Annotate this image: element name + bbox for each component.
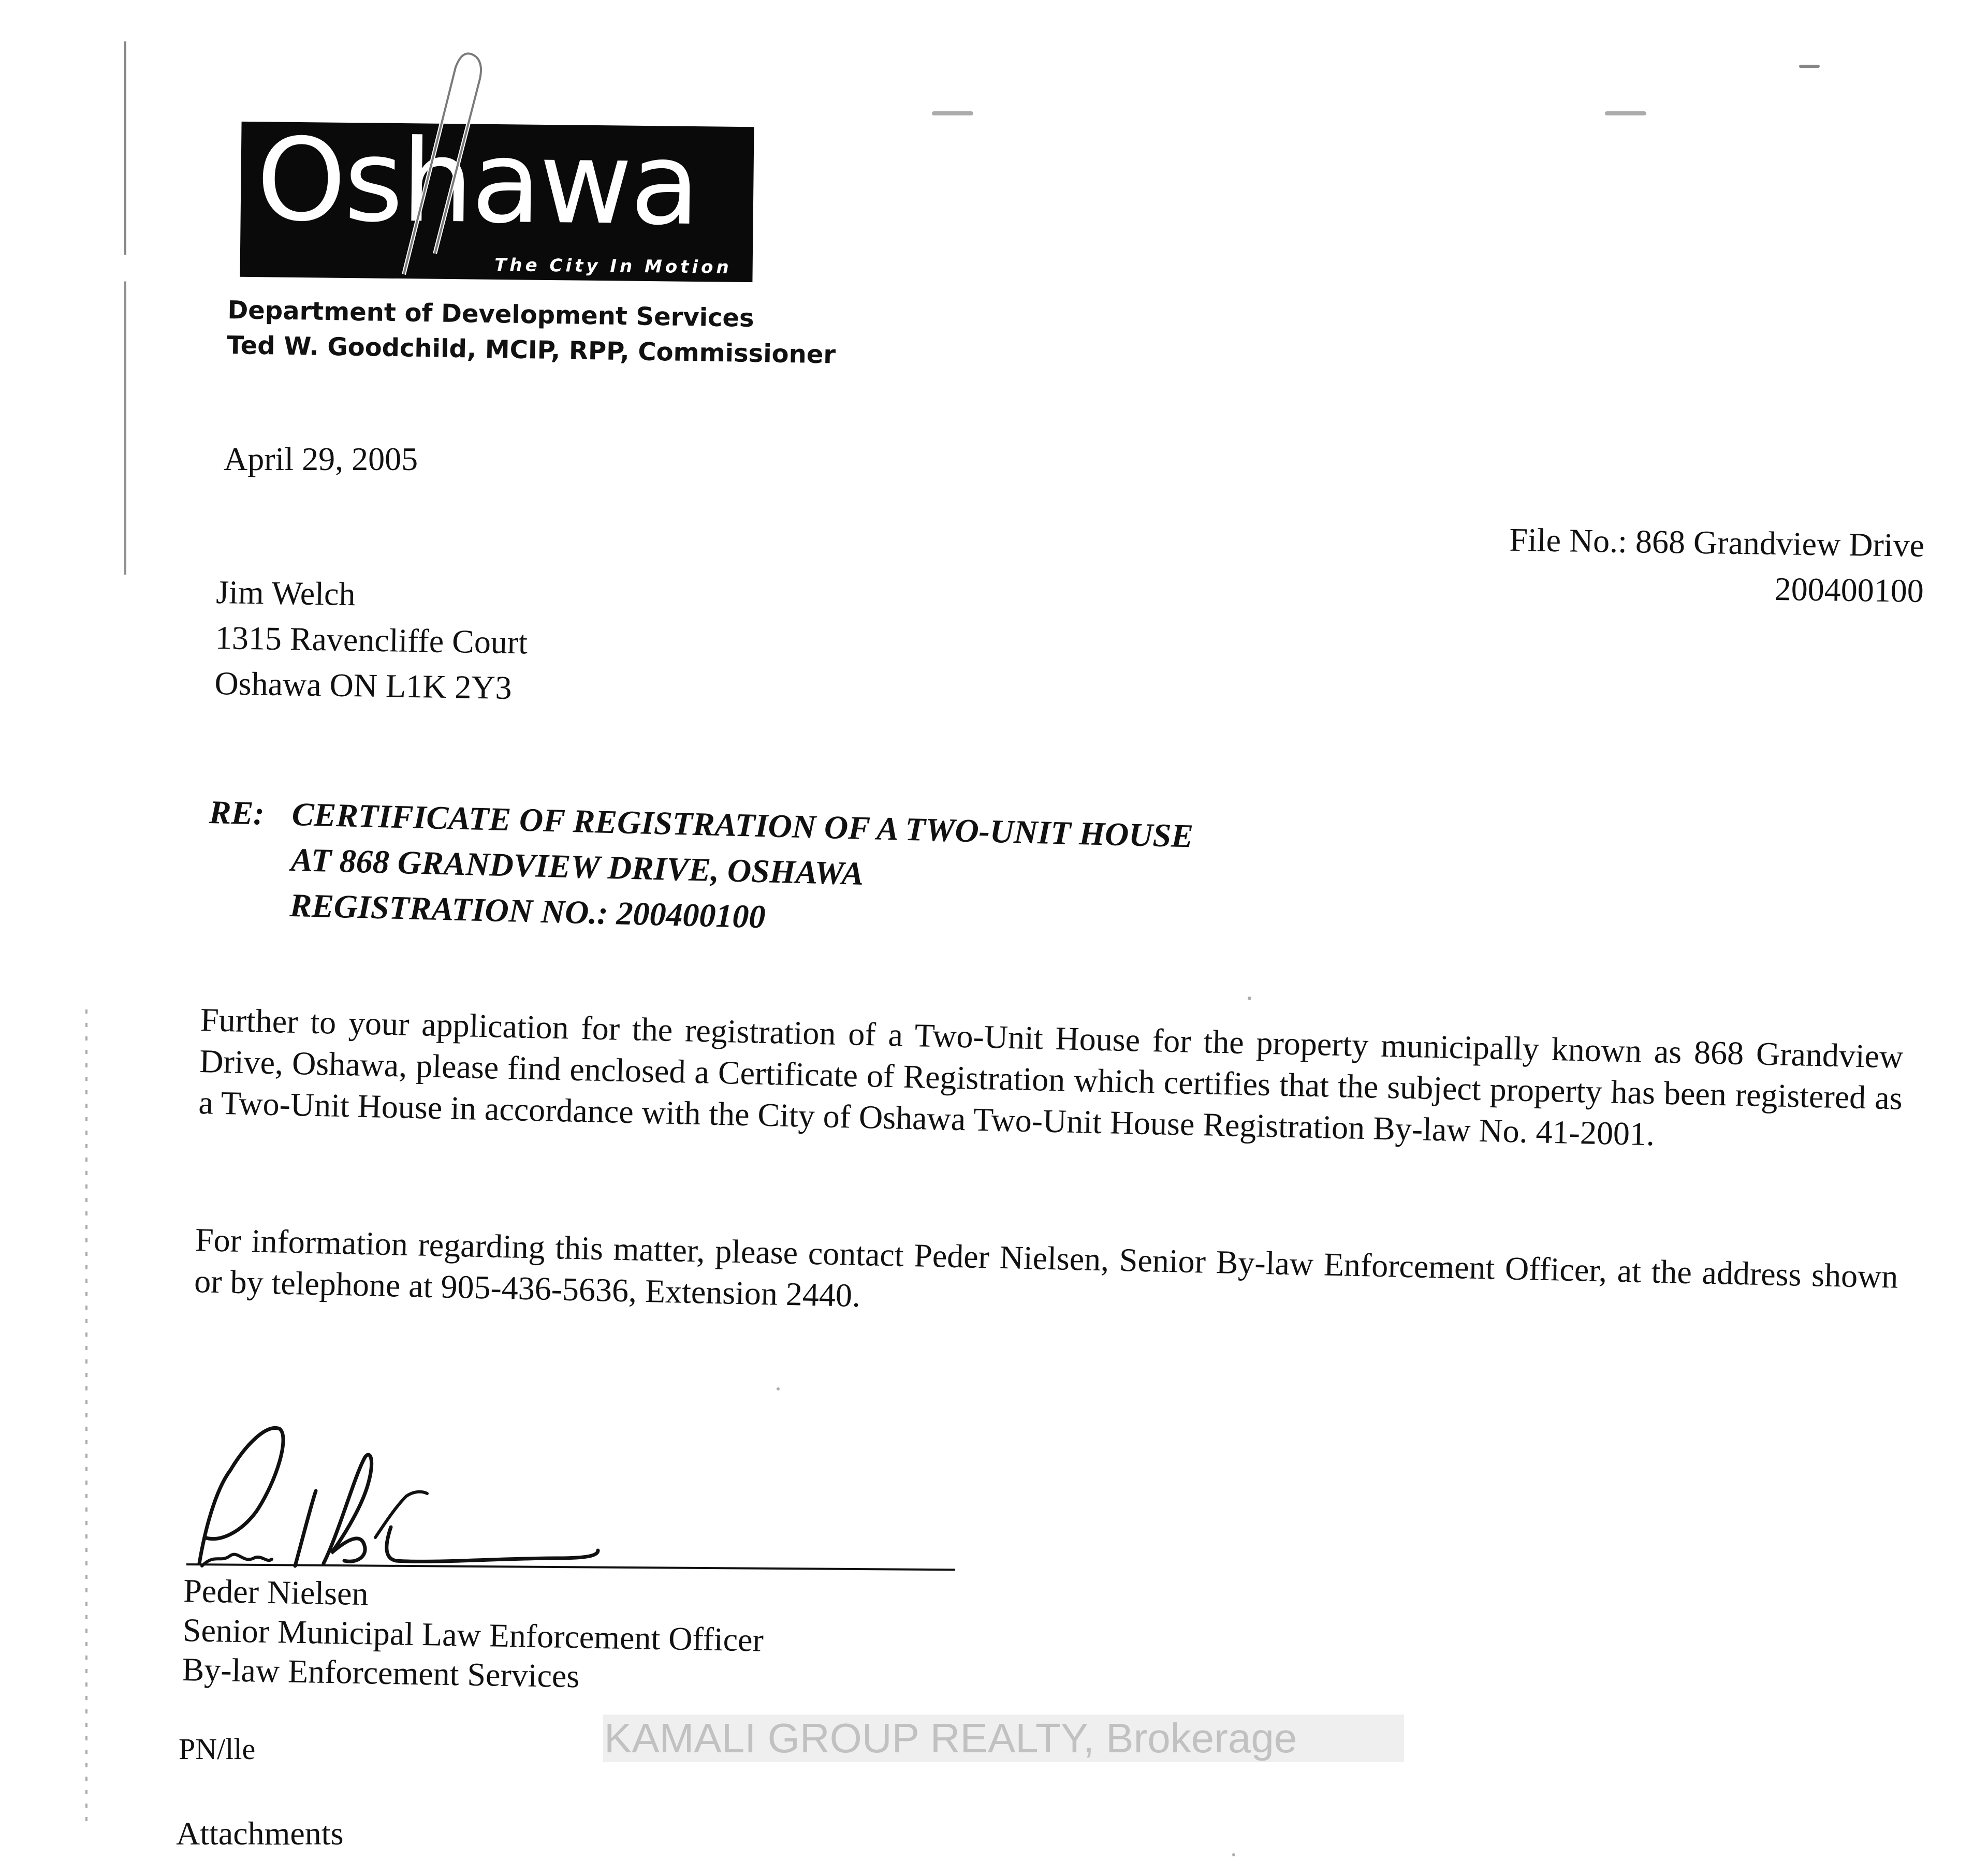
subject-block <box>207 789 1194 950</box>
logo-tagline: The City In Motion <box>494 254 732 278</box>
signer-title: Senior Municipal Law Enforcement Officer <box>182 1611 764 1659</box>
subject-label: RE: <box>209 793 265 832</box>
department-name: Department of Development Services <box>227 295 755 333</box>
signer-department: By-law Enforcement Services <box>182 1650 580 1695</box>
subject-line-1: CERTIFICATE OF REGISTRATION OF A TWO-UNIT HOUSE <box>291 795 1194 855</box>
recipient-address <box>214 569 529 711</box>
scan-speck <box>932 111 973 115</box>
commissioner-line: Ted W. Goodchild, MCIP, RPP, Commissioner <box>226 330 836 370</box>
handwritten-signature <box>184 1408 639 1579</box>
subject-line-2: AT 868 GRANDVIEW DRIVE, OSHAWA <box>290 841 865 892</box>
recipient-city: Oshawa ON L1K 2Y3 <box>214 664 513 706</box>
recipient-street: 1315 Ravencliffe Court <box>215 619 528 661</box>
brokerage-watermark: KAMALI GROUP REALTY, Brokerage <box>603 1715 1404 1762</box>
letter-date: April 29, 2005 <box>224 441 418 477</box>
logo-wordmark: Oshawa <box>256 113 699 251</box>
file-number-label: File No.: 868 Grandview Drive <box>1509 521 1925 564</box>
recipient-name: Jim Welch <box>215 573 356 613</box>
scan-speck <box>1248 997 1251 1000</box>
oshawa-logo <box>240 113 754 282</box>
file-number-block <box>1509 517 1925 614</box>
scan-speck <box>1605 111 1646 115</box>
signer-block <box>182 1571 765 1700</box>
department-header <box>227 292 837 372</box>
file-number-value: 200400100 <box>1774 570 1924 609</box>
body-paragraph-2: For information regarding this matter, please contact Peder Nielsen, Senior By-law Enforcement Officer, at the address shown or by telephone at 905-436-5636, Extension 2440. <box>194 1221 1899 1314</box>
subject-line-3: REGISTRATION NO.: 200400100 <box>289 886 766 935</box>
signer-name: Peder Nielsen <box>183 1572 369 1613</box>
scan-speck <box>1799 65 1820 68</box>
scan-speck <box>777 1387 780 1390</box>
typist-initials: PN/lle <box>179 1732 256 1766</box>
scan-speck <box>1232 1853 1235 1856</box>
scan-margin-dots <box>85 1009 87 1827</box>
attachments-note: Attachments <box>176 1815 344 1852</box>
scan-margin-line <box>124 41 126 575</box>
body-paragraph-1: Further to your application for the registration of a Two-Unit House for the property municipally known as 868 Grandview Drive, Oshawa, please find enclosed a Certificate of Registration which certifies that the subject property has been registered as a Two-Unit House in accordance with the City of Oshawa Two-Unit House Registration By-law No. 41-2001. <box>198 1001 1904 1153</box>
